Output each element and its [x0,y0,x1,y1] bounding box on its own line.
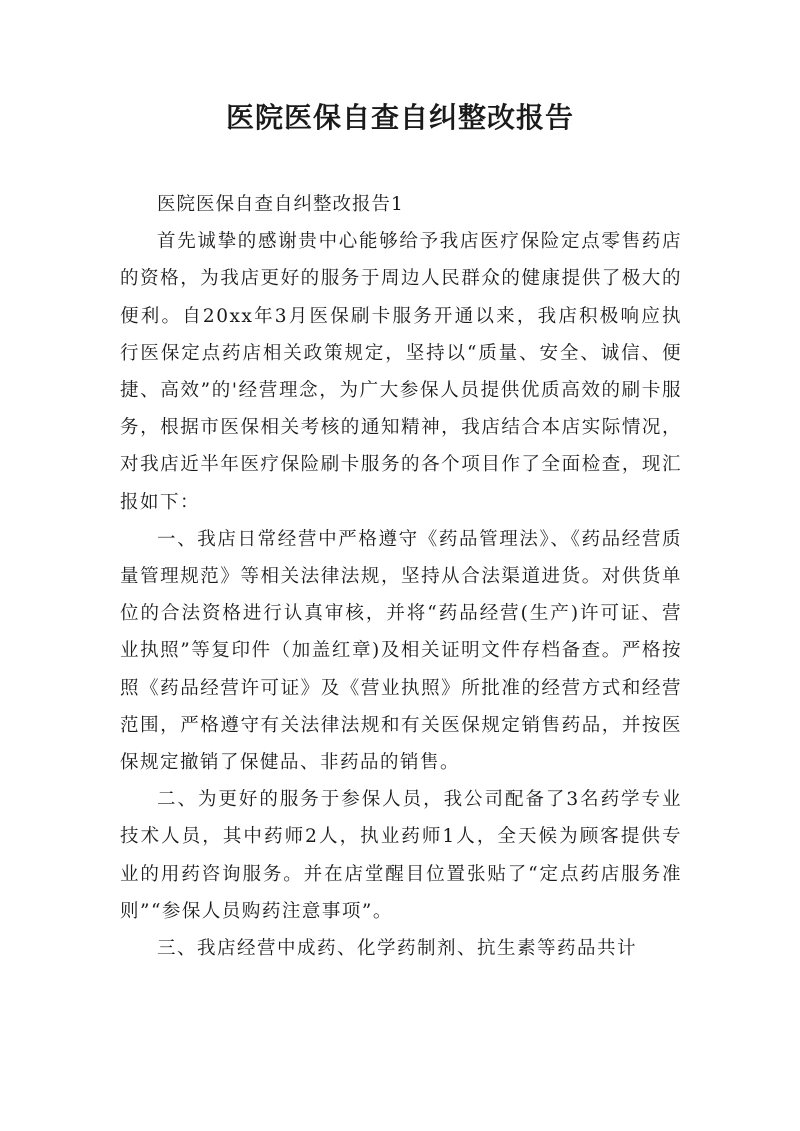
document-body [120,186,682,967]
paragraph-item-1: 一、我店日常经营中严格遵守《药品管理法》、《药品经营质量管理规范》等相关法律法规，坚持从合法渠道进货。对供货单位的合法资格进行认真审核，并将“药品经营(生产)许可证、营业执照”等复印件（加盖红章)及相关证明文件存档备查。严格按照《药品经营许可证》及《营业执照》所批准的经营方式和经营范围，严格遵守有关法律法规和有关医保规定销售药品，并按医保规定撤销了保健品、非药品的销售。 [120,528,682,774]
paragraph-item-2: 二、为更好的服务于参保人员，我公司配备了3名药学专业技术人员，其中药师2人，执业药师1人，全天候为顾客提供专业的用药咨询服务。并在店堂醒目位置张贴了“定点药店服务准则”“参保人员购药注意事项”。 [120,789,682,922]
paragraph-item-3: 三、我店经营中成药、化学药制剂、抗生素等药品共计 [157,938,638,960]
document-title: 医院医保自查自纠整改报告 [225,101,574,134]
paragraph-intro: 首先诚挚的感谢贵中心能够给予我店医疗保险定点零售药店的资格，为我店更好的服务于周边人民群众的健康提供了极大的便利。自20xx年3月医保刷卡服务开通以来，我店积极响应执行医保定点药店相关政策规定，坚持以“质量、安全、诚信、便捷、高效”的'经营理念，为广大参保人员提供优质高效的刷卡服务，根据市医保相关考核的通知精神，我店结合本店实际情况，对我店近半年医疗保险刷卡服务的各个项目作了全面检查，现汇报如下： [120,231,682,513]
section-heading: 医院医保自查自纠整改报告1 [157,194,404,215]
